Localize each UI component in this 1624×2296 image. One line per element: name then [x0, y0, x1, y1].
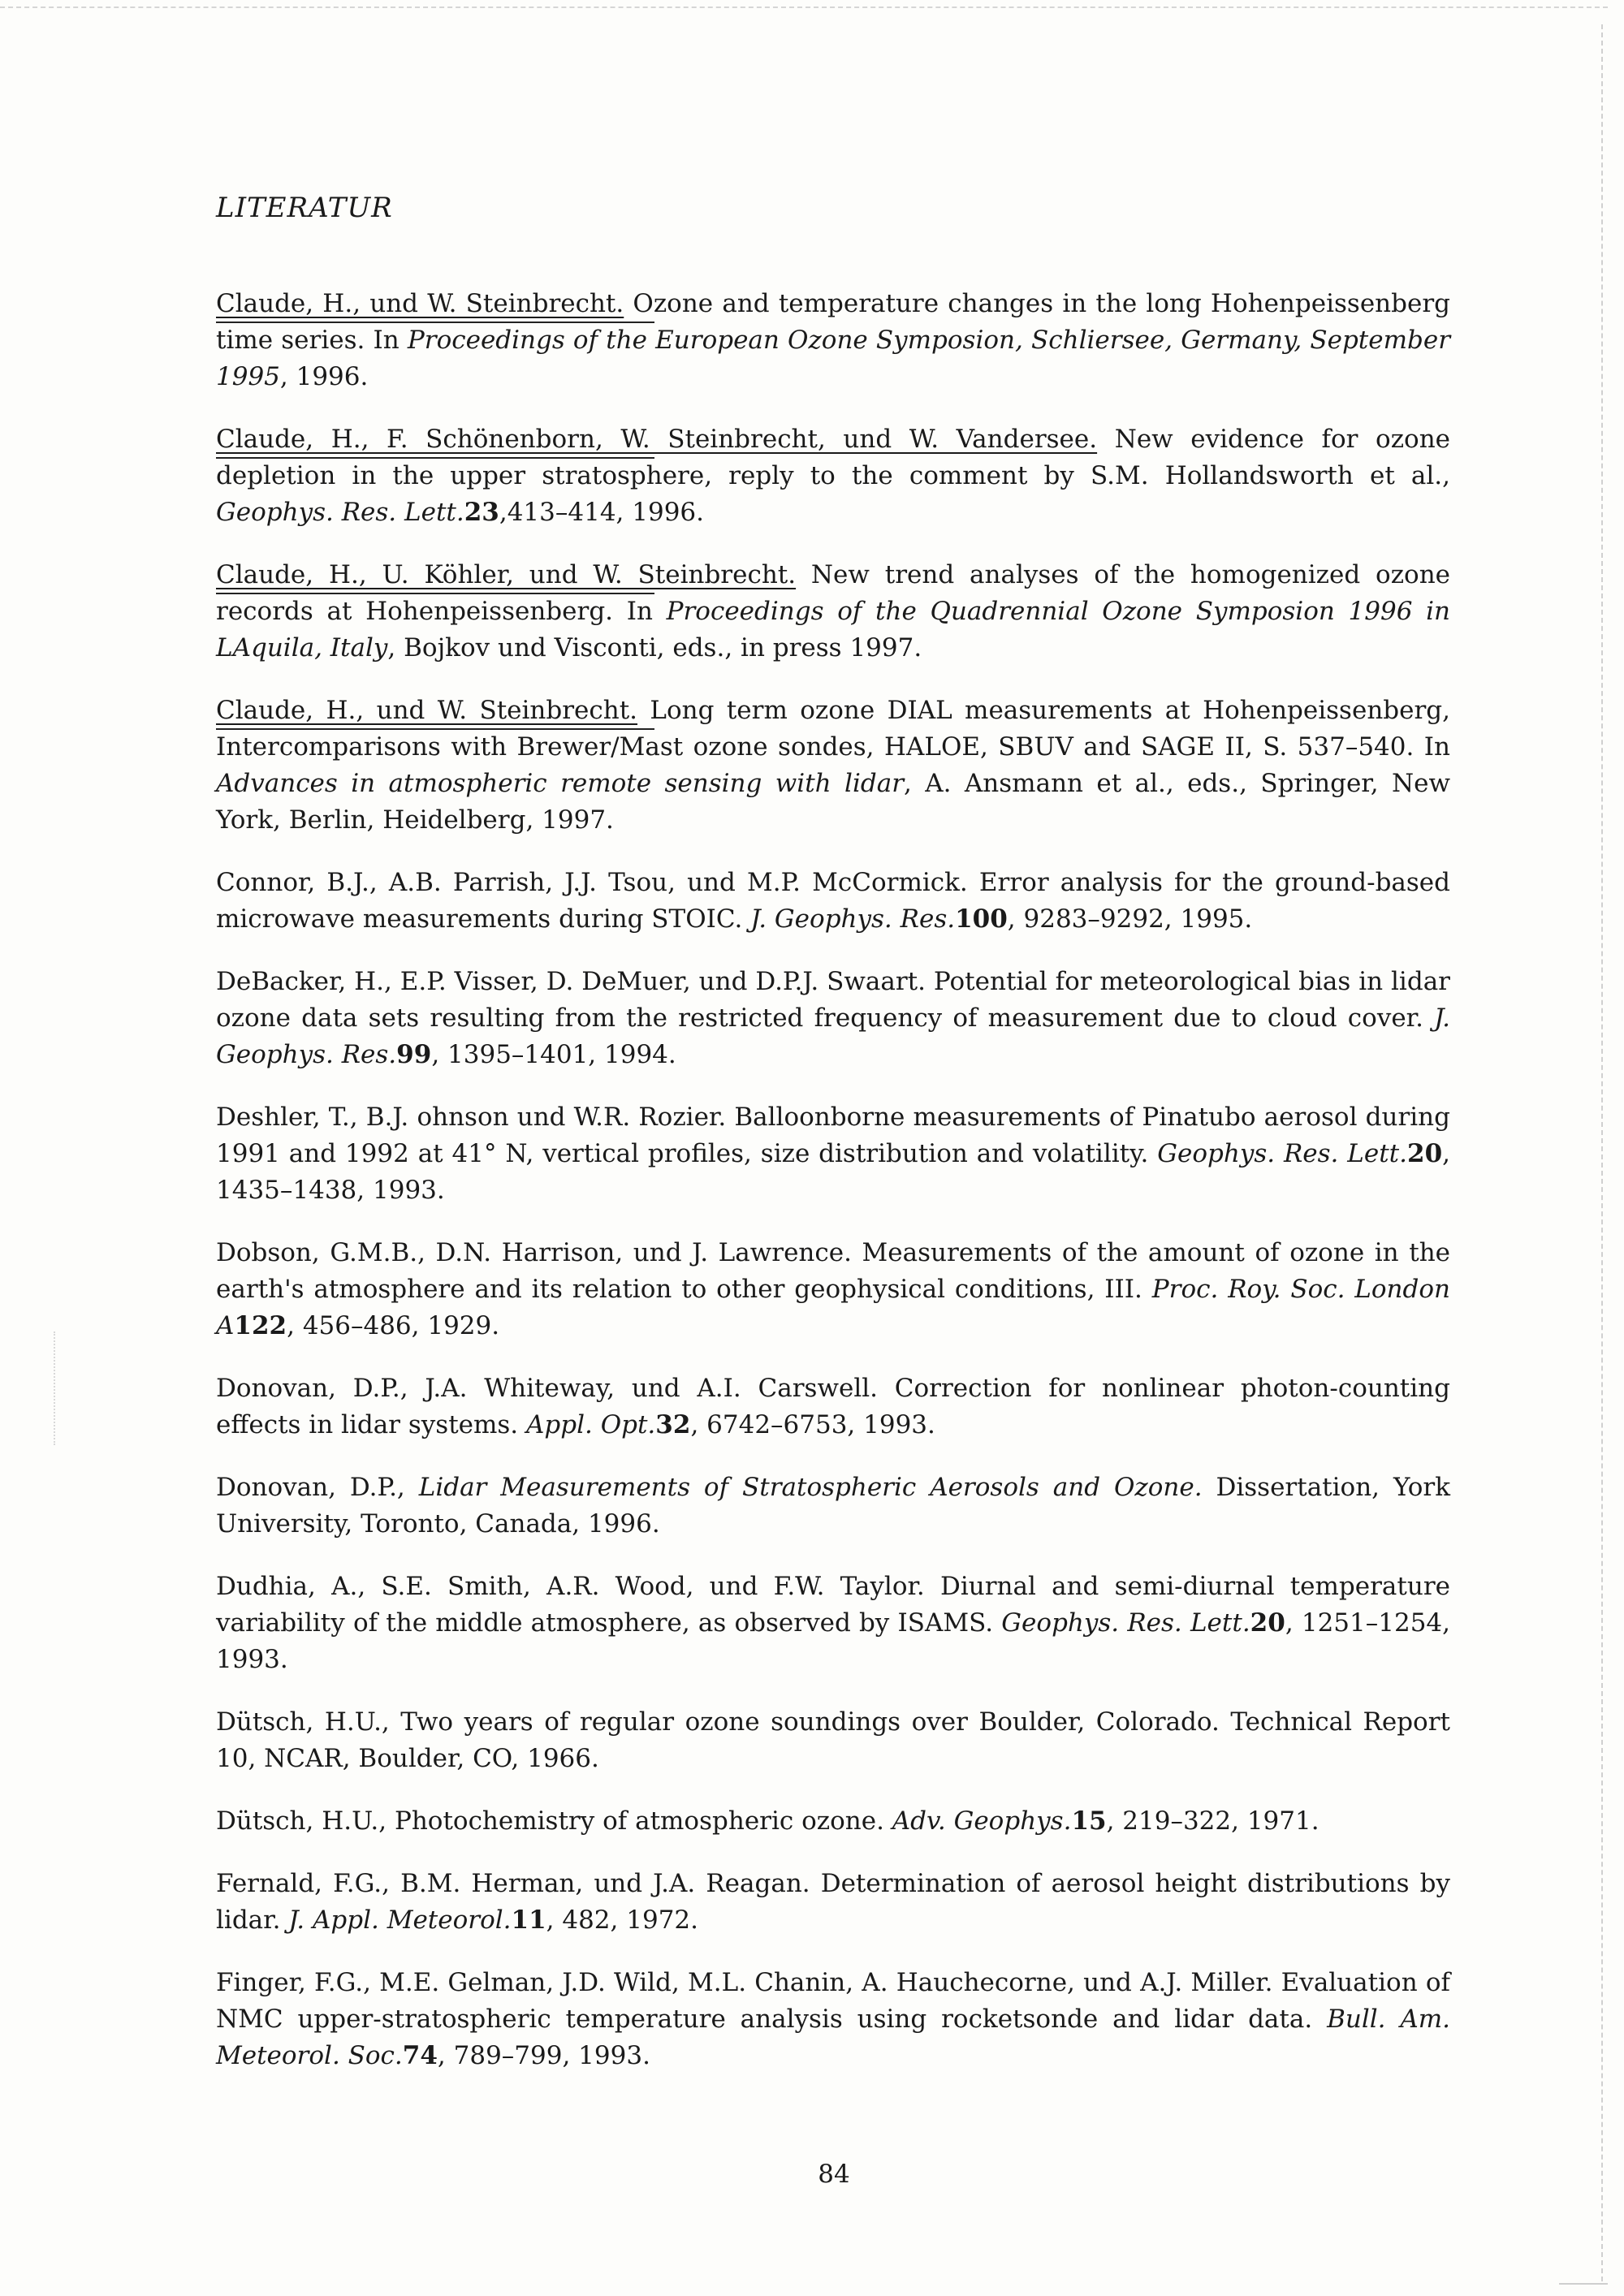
- reference-journal: J. Appl. Meteorol.: [288, 1905, 512, 1935]
- reference-volume: 32: [655, 1410, 691, 1439]
- reference-journal: Geophys. Res. Lett.: [1001, 1608, 1250, 1638]
- reference-entry: [216, 1099, 1450, 1209]
- reference-entry: [216, 1569, 1450, 1678]
- reference-volume: 20: [1250, 1608, 1285, 1638]
- reference-text: Balloonborne measurements of Pinatubo aerosol during 1991 and 1992 at 41° N, vertical profiles, size distribution and volatility.: [216, 1103, 1450, 1168]
- reference-volume: 100: [955, 904, 1008, 934]
- reference-journal: J. Geophys. Res.: [750, 904, 956, 934]
- reference-volume: 11: [511, 1905, 546, 1935]
- reference-pages-year: , 9283–9292, 1995.: [1007, 904, 1253, 934]
- reference-entry: [216, 693, 1450, 839]
- reference-pages-year: , 6742–6753, 1993.: [690, 1410, 935, 1439]
- reference-text: Long term ozone DIAL measurements at Hohenpeissenberg, Intercomparisons with Brewer/Mast ozone sondes, HALOE, SBUV and SAGE II, S. 537–540. In: [216, 696, 1450, 762]
- reference-journal: Bull. Am. Meteorol. Soc.: [216, 2005, 1451, 2070]
- reference-entry: [216, 421, 1450, 531]
- section-heading: LITERATUR: [216, 192, 393, 224]
- reference-authors: Dütsch, H.U.,: [216, 1707, 390, 1737]
- reference-authors: Claude, H., F. Schönenborn, W. Steinbrecht, und W. Vandersee.: [216, 425, 1098, 454]
- reference-text: Evaluation of NMC upper-stratospheric temperature analysis using rocketsonde and lidar data.: [216, 1968, 1450, 2034]
- reference-authors: Donovan, D.P.,: [216, 1473, 405, 1502]
- reference-entry: [216, 964, 1450, 1073]
- reference-pages-year: , 456–486, 1929.: [287, 1311, 500, 1340]
- reference-list: [216, 286, 1450, 2100]
- reference-authors: Claude, H., und W. Steinbrecht.: [216, 696, 638, 725]
- reference-pages-year: , 1435–1438, 1993.: [216, 1139, 1450, 1205]
- reference-entry: [216, 1704, 1450, 1777]
- reference-text: Diurnal and semi-diurnal temperature variability of the middle atmosphere, as observed by ISAMS.: [216, 1572, 1450, 1638]
- reference-journal: Geophys. Res. Lett.: [216, 498, 464, 527]
- reference-text: Two years of regular ozone soundings over Boulder, Colorado. Technical Report 10, NCAR, Boulder, CO, 1966.: [216, 1707, 1450, 1773]
- reference-entry: [216, 557, 1450, 667]
- reference-volume: 23: [464, 498, 499, 527]
- reference-authors: Connor, B.J., A.B. Parrish, J.J. Tsou, und M.P. McCormick.: [216, 868, 968, 897]
- page-number: 84: [818, 2160, 850, 2189]
- reference-volume: 74: [402, 2041, 438, 2070]
- reference-entry: [216, 1803, 1450, 1840]
- reference-journal: Lidar Measurements of Stratospheric Aerosols and Ozone.: [418, 1473, 1203, 1502]
- reference-pages-year: , 1395–1401, 1994.: [431, 1040, 676, 1069]
- reference-authors: Donovan, D.P., J.A. Whiteway, und A.I. Carswell.: [216, 1374, 879, 1403]
- reference-pages-year: Dissertation, York University, Toronto, Canada, 1996.: [216, 1473, 1450, 1539]
- reference-text: Ozone and temperature changes in the long Hohenpeissenberg time series. In: [216, 289, 1450, 355]
- reference-authors: Claude, H., und W. Steinbrecht.: [216, 289, 624, 318]
- reference-text: New evidence for ozone depletion in the upper stratosphere, reply to the comment by S.M. Hollandsworth et al.,: [216, 425, 1451, 490]
- reference-journal: Geophys. Res. Lett.: [1157, 1139, 1407, 1168]
- reference-authors: Finger, F.G., M.E. Gelman, J.D. Wild, M.L. Chanin, A. Hauchecorne, und A.J. Miller.: [216, 1968, 1273, 1997]
- reference-pages-year: , A. Ansmann et al., eds., Springer, New York, Berlin, Heidelberg, 1997.: [216, 769, 1450, 835]
- reference-pages-year: , 1251–1254, 1993.: [216, 1608, 1450, 1674]
- reference-text: New trend analyses of the homogenized ozone records at Hohenpeissenberg. In: [216, 560, 1451, 626]
- reference-journal: Advances in atmospheric remote sensing with lidar: [216, 769, 905, 798]
- reference-volume: 15: [1071, 1806, 1107, 1836]
- reference-authors: DeBacker, H., E.P. Visser, D. DeMuer, und D.P.J. Swaart.: [216, 967, 926, 996]
- reference-text: Potential for meteorological bias in lidar ozone data sets resulting from the restricted frequency of measurement due to cloud cover.: [216, 967, 1450, 1033]
- reference-volume: 99: [396, 1040, 432, 1069]
- reference-text: Error analysis for the ground-based microwave measurements during STOIC.: [216, 868, 1450, 934]
- reference-pages-year: , 219–322, 1971.: [1106, 1806, 1320, 1836]
- reference-entry: [216, 865, 1450, 938]
- reference-text: Measurements of the amount of ozone in the earth's atmosphere and its relation to other geophysical conditions, III.: [216, 1238, 1451, 1304]
- reference-text: Photochemistry of atmospheric ozone.: [387, 1806, 892, 1836]
- reference-entry: [216, 286, 1450, 395]
- reference-entry: [216, 1235, 1450, 1344]
- reference-journal: Adv. Geophys.: [892, 1806, 1072, 1836]
- scan-edge-top: [0, 6, 1608, 8]
- reference-authors: Dobson, G.M.B., D.N. Harrison, und J. Lawrence.: [216, 1238, 852, 1267]
- reference-journal: Proc. Roy. Soc. London A: [216, 1275, 1450, 1340]
- reference-pages-year: , Bojkov und Visconti, eds., in press 1997.: [387, 633, 922, 662]
- reference-pages-year: ,413–414, 1996.: [499, 498, 705, 527]
- reference-journal: Appl. Opt.: [526, 1410, 656, 1439]
- reference-authors: Deshler, T., B.J. ohnson und W.R. Rozier.: [216, 1103, 727, 1132]
- scan-mark-left: [54, 1331, 55, 1445]
- reference-pages-year: , 482, 1972.: [546, 1905, 698, 1935]
- reference-authors: Claude, H., U. Köhler, und W. Steinbrecht.: [216, 560, 797, 589]
- reference-volume: 122: [234, 1311, 287, 1340]
- reference-authors: Dudhia, A., S.E. Smith, A.R. Wood, und F.W. Taylor.: [216, 1572, 925, 1601]
- reference-pages-year: , 1996.: [279, 362, 369, 391]
- reference-entry: [216, 1370, 1450, 1444]
- reference-entry: [216, 1965, 1450, 2074]
- scan-mark-bottom: [1559, 2283, 1608, 2285]
- reference-text: Correction for nonlinear photon-counting effects in lidar systems.: [216, 1374, 1450, 1439]
- reference-pages-year: , 789–799, 1993.: [437, 2041, 650, 2070]
- reference-entry: [216, 1470, 1450, 1543]
- reference-journal: Proceedings of the Quadrennial Ozone Symposion 1996 in LAquila, Italy: [216, 597, 1450, 662]
- reference-volume: 20: [1407, 1139, 1443, 1168]
- scan-edge-right: [1601, 24, 1603, 2281]
- reference-entry: [216, 1866, 1450, 1939]
- reference-text: [405, 1473, 419, 1502]
- reference-authors: Fernald, F.G., B.M. Herman, und J.A. Reagan.: [216, 1869, 810, 1898]
- reference-text: Determination of aerosol height distributions by lidar.: [216, 1869, 1450, 1935]
- reference-authors: Dütsch, H.U.,: [216, 1806, 387, 1836]
- reference-journal: Proceedings of the European Ozone Symposion, Schliersee, Germany, September 1995: [216, 326, 1451, 391]
- reference-journal: J. Geophys. Res.: [216, 1003, 1450, 1069]
